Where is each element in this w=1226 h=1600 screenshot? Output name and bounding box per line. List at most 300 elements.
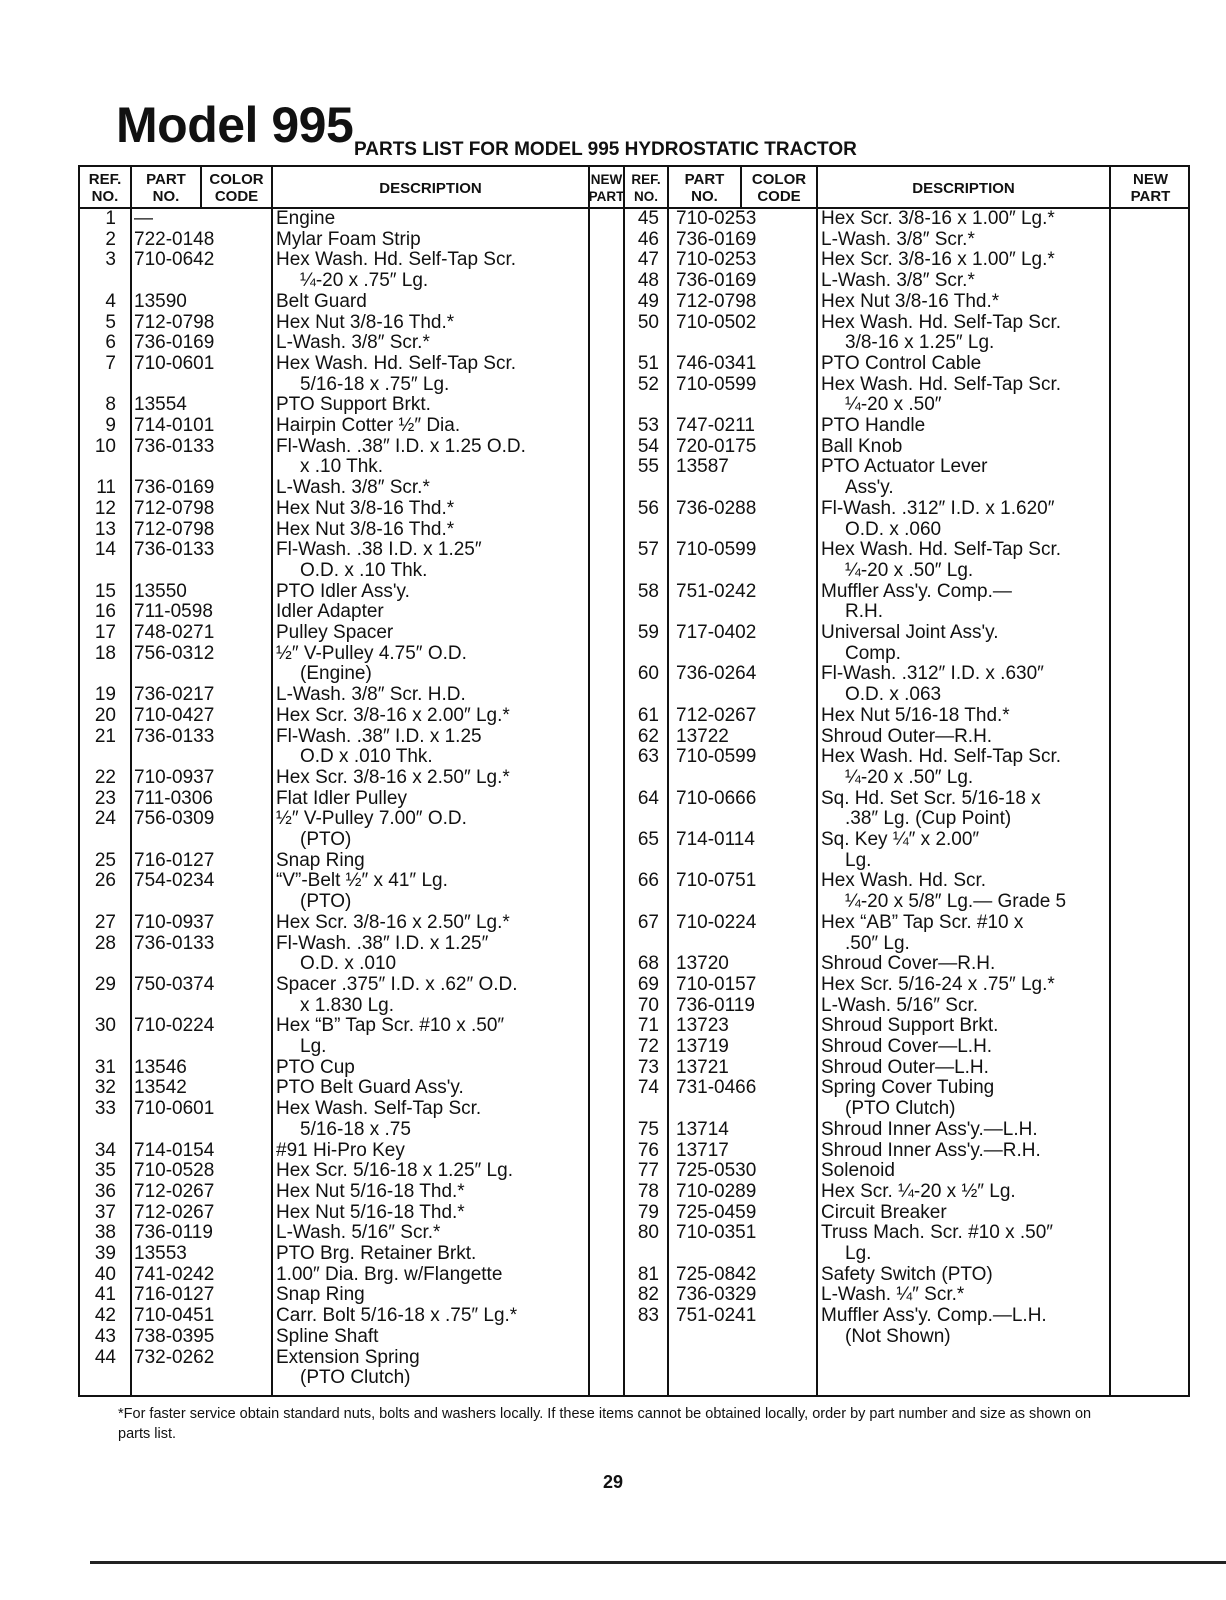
- row-ref-no: 33: [94, 1098, 116, 1120]
- row-part-no: 710-0289: [676, 1180, 757, 1202]
- row-part-no: 710-0601: [134, 352, 215, 374]
- row-part-no: 751-0241: [676, 1305, 757, 1327]
- row-description: #91 Hi-Pro Key: [276, 1139, 405, 1161]
- row-description-continued: (PTO): [300, 829, 352, 850]
- row-description: “V”-Belt ½″ x 41″ Lg.: [276, 870, 448, 892]
- page-number: 29: [602, 1472, 624, 1492]
- row-part-no: 710-0451: [134, 1305, 215, 1327]
- row-description: PTO Control Cable: [821, 352, 982, 374]
- row-ref-no: 45: [637, 208, 659, 229]
- row-ref-no: 83: [637, 1305, 659, 1327]
- row-description: Hex Scr. 5/16-18 x 1.25″ Lg.: [276, 1160, 513, 1182]
- row-description: Hex “AB” Tap Scr. #10 x: [821, 911, 1024, 933]
- row-part-no: 756-0309: [134, 808, 215, 830]
- row-description: Shroud Outer—L.H.: [821, 1056, 989, 1078]
- row-part-no: 736-0169: [676, 228, 757, 250]
- row-part-no: 736-0288: [676, 497, 757, 519]
- row-description: Hex Wash. Hd. Self-Tap Scr.: [821, 373, 1062, 395]
- parts-table: [78, 165, 1190, 1397]
- row-description: PTO Actuator Lever: [821, 456, 988, 478]
- row-ref-no: 63: [637, 746, 659, 768]
- column-rule: [130, 167, 132, 1395]
- row-ref-no: 64: [637, 787, 659, 809]
- row-description: Safety Switch (PTO): [821, 1263, 993, 1285]
- row-description-continued: ¼-20 x .75″ Lg.: [300, 270, 429, 292]
- row-description: Muffler Ass'y. Comp.—: [821, 580, 1012, 602]
- row-description-continued: O.D. x .010: [300, 953, 397, 975]
- row-ref-no: 34: [94, 1139, 116, 1161]
- row-part-no: 736-0133: [134, 725, 215, 747]
- row-ref-no: 32: [94, 1077, 116, 1099]
- row-description: Hex Nut 5/16-18 Thd.*: [276, 1201, 465, 1223]
- row-ref-no: 31: [94, 1056, 116, 1078]
- row-description: Circuit Breaker: [821, 1201, 947, 1223]
- row-part-no: 714-0154: [134, 1139, 215, 1161]
- row-ref-no: 56: [637, 497, 659, 519]
- row-ref-no: 57: [637, 539, 659, 561]
- row-description-continued: Lg.: [845, 1243, 872, 1264]
- row-ref-no: 72: [637, 1036, 659, 1057]
- row-part-no: 725-0842: [676, 1263, 757, 1285]
- row-description: PTO Handle: [821, 415, 926, 436]
- row-description: Hex Scr. ¼-20 x ½″ Lg.: [821, 1180, 1016, 1202]
- row-description: Sq. Hd. Set Scr. 5/16-18 x: [821, 787, 1041, 809]
- row-description: ½″ V-Pulley 7.00″ O.D.: [276, 808, 467, 830]
- row-description: Fl-Wash. .38 I.D. x 1.25″: [276, 539, 482, 561]
- column-rule: [1109, 167, 1111, 1395]
- row-part-no: 13553: [134, 1243, 187, 1264]
- row-description: Hex Nut 3/8-16 Thd.*: [276, 311, 455, 333]
- row-part-no: 756-0312: [134, 642, 215, 664]
- row-description: Spacer .375″ I.D. x .62″ O.D.: [276, 973, 518, 995]
- row-ref-no: 73: [637, 1056, 659, 1078]
- row-description: Universal Joint Ass'y.: [821, 622, 999, 643]
- row-description: Hex Nut 5/16-18 Thd.*: [276, 1180, 465, 1202]
- row-ref-no: 21: [94, 725, 116, 747]
- row-ref-no: 59: [637, 622, 659, 643]
- row-ref-no: 10: [94, 435, 116, 457]
- row-description: Fl-Wash. .312″ I.D. x 1.620″: [821, 497, 1055, 519]
- row-part-no: 736-0329: [676, 1284, 757, 1306]
- row-ref-no: 67: [637, 911, 659, 933]
- parts-list-title: PARTS LIST FOR MODEL 995 HYDROSTATIC TRACTOR: [354, 139, 857, 160]
- row-description-continued: ¼-20 x 5/8″ Lg.— Grade 5: [845, 891, 1067, 913]
- row-ref-no: 27: [94, 911, 116, 933]
- row-description: PTO Support Brkt.: [276, 394, 431, 416]
- row-description-continued: O.D. x .063: [845, 684, 942, 706]
- row-part-no: 13723: [676, 1015, 729, 1037]
- row-ref-no: 76: [637, 1139, 659, 1161]
- row-ref-no: 51: [637, 352, 659, 374]
- row-part-no: 712-0798: [134, 518, 215, 540]
- header-description: DESCRIPTION: [912, 179, 1015, 197]
- row-ref-no: 43: [94, 1325, 116, 1347]
- row-description: 1.00″ Dia. Brg. w/Flangette: [276, 1263, 503, 1285]
- row-ref-no: 28: [94, 932, 116, 954]
- row-ref-no: 3: [105, 249, 116, 271]
- row-part-no: 716-0127: [134, 1284, 215, 1306]
- row-description: Hex Scr. 3/8-16 x 2.50″ Lg.*: [276, 911, 510, 933]
- row-description: L-Wash. 3/8″ Scr.*: [276, 477, 430, 499]
- row-ref-no: 7: [105, 352, 116, 374]
- row-description: Fl-Wash. .38″ I.D. x 1.25″: [276, 932, 489, 954]
- row-description: Hex Nut 3/8-16 Thd.*: [821, 290, 1000, 312]
- row-part-no: 736-0169: [676, 270, 757, 292]
- row-description: Truss Mach. Scr. #10 x .50″: [821, 1222, 1053, 1244]
- row-description: L-Wash. 5/16″ Scr.*: [276, 1222, 441, 1244]
- row-description: Shroud Inner Ass'y.—L.H.: [821, 1118, 1038, 1140]
- row-ref-no: 48: [637, 270, 659, 292]
- row-description: Hex Scr. 3/8-16 x 1.00″ Lg.*: [821, 208, 1055, 229]
- row-part-no: 725-0459: [676, 1201, 757, 1223]
- row-description: Hex Wash. Hd. Self-Tap Scr.: [821, 539, 1062, 561]
- row-ref-no: 62: [637, 725, 659, 747]
- row-description: ½″ V-Pulley 4.75″ O.D.: [276, 642, 467, 664]
- row-ref-no: 54: [637, 435, 659, 457]
- row-description: Hex Wash. Hd. Self-Tap Scr.: [821, 311, 1062, 333]
- row-description: PTO Belt Guard Ass'y.: [276, 1077, 464, 1099]
- row-description-continued: ¼-20 x .50″ Lg.: [845, 766, 974, 788]
- row-description-continued: (PTO Clutch): [845, 1098, 956, 1120]
- row-part-no: 13719: [676, 1036, 729, 1057]
- row-part-no: 710-0224: [676, 911, 757, 933]
- row-description: Extension Spring: [276, 1346, 420, 1368]
- row-part-no: 13721: [676, 1056, 729, 1078]
- row-part-no: 13714: [676, 1118, 729, 1140]
- row-description: PTO Cup: [276, 1056, 355, 1078]
- row-ref-no: 81: [637, 1263, 659, 1285]
- row-description: L-Wash. 3/8″ Scr.*: [821, 270, 975, 292]
- row-ref-no: 16: [94, 601, 116, 623]
- row-ref-no: 80: [637, 1222, 659, 1244]
- row-ref-no: 17: [94, 622, 116, 643]
- row-description: Hex Wash. Hd. Scr.: [821, 870, 987, 892]
- header-ref-no: REF. NO.: [88, 171, 122, 205]
- row-description: Shroud Support Brkt.: [821, 1015, 999, 1037]
- row-ref-no: 65: [637, 829, 659, 850]
- row-description: Hex Nut 3/8-16 Thd.*: [276, 518, 455, 540]
- row-part-no: 720-0175: [676, 435, 757, 457]
- row-part-no: 712-0798: [676, 290, 757, 312]
- row-part-no: 710-0427: [134, 704, 215, 726]
- row-part-no: 13550: [134, 580, 187, 602]
- row-part-no: 711-0598: [134, 601, 213, 623]
- row-description: Carr. Bolt 5/16-18 x .75″ Lg.*: [276, 1305, 518, 1327]
- row-ref-no: 12: [94, 497, 116, 519]
- row-ref-no: 66: [637, 870, 659, 892]
- row-ref-no: 58: [637, 580, 659, 602]
- header-description: DESCRIPTION: [379, 179, 482, 197]
- row-ref-no: 42: [94, 1305, 116, 1327]
- row-description-continued: Ass'y.: [845, 477, 894, 499]
- row-part-no: 747-0211: [676, 415, 755, 436]
- row-description: Hex Wash. Self-Tap Scr.: [276, 1098, 482, 1120]
- row-description: Hex Scr. 3/8-16 x 2.00″ Lg.*: [276, 704, 510, 726]
- row-description: Hex Wash. Hd. Self-Tap Scr.: [276, 352, 517, 374]
- row-description: Engine: [276, 208, 336, 229]
- row-description-continued: .38″ Lg. (Cup Point): [845, 808, 1012, 830]
- row-description-continued: Comp.: [845, 642, 901, 664]
- row-ref-no: 55: [637, 456, 659, 478]
- bottom-rule: [90, 1561, 1226, 1564]
- row-ref-no: 39: [94, 1243, 116, 1264]
- row-part-no: 741-0242: [134, 1263, 215, 1285]
- header-part-no: PART NO.: [146, 171, 186, 205]
- row-description: Hex Scr. 3/8-16 x 2.50″ Lg.*: [276, 766, 510, 788]
- row-part-no: 712-0798: [134, 497, 215, 519]
- row-ref-no: 70: [637, 994, 659, 1016]
- row-part-no: 736-0169: [134, 332, 215, 354]
- row-ref-no: 8: [105, 394, 116, 416]
- footnote: *For faster service obtain standard nuts, bolts and washers locally. If these items cannot be obtained locally, order by part number and size as shown on parts list.: [118, 1406, 1092, 1442]
- row-part-no: 710-0751: [676, 870, 757, 892]
- row-ref-no: 78: [637, 1180, 659, 1202]
- row-part-no: 710-0642: [134, 249, 215, 271]
- row-ref-no: 22: [94, 766, 116, 788]
- row-part-no: 13546: [134, 1056, 187, 1078]
- row-description: PTO Brg. Retainer Brkt.: [276, 1243, 477, 1264]
- row-part-no: 750-0374: [134, 973, 215, 995]
- row-description: Shroud Cover—L.H.: [821, 1036, 993, 1057]
- row-description: L-Wash. 3/8″ Scr.*: [821, 228, 975, 250]
- row-ref-no: 41: [94, 1284, 116, 1306]
- row-ref-no: 29: [94, 973, 116, 995]
- row-part-no: 710-0937: [134, 911, 215, 933]
- row-ref-no: 36: [94, 1180, 116, 1202]
- row-description: Solenoid: [821, 1160, 895, 1182]
- row-part-no: 736-0133: [134, 932, 215, 954]
- row-description: Hex Scr. 3/8-16 x 1.00″ Lg.*: [821, 249, 1055, 271]
- row-description: Snap Ring: [276, 1284, 365, 1306]
- header-color-code: COLOR CODE: [751, 171, 807, 205]
- header-new-part: NEW PART: [588, 172, 625, 204]
- row-description: Fl-Wash. .38″ I.D. x 1.25 O.D.: [276, 435, 526, 457]
- row-ref-no: 2: [105, 228, 116, 250]
- row-description: Hex Wash. Hd. Self-Tap Scr.: [276, 249, 517, 271]
- row-ref-no: 37: [94, 1201, 116, 1223]
- row-description-continued: O.D. x .10 Thk.: [300, 559, 428, 581]
- row-description: Hex Scr. 5/16-24 x .75″ Lg.*: [821, 973, 1055, 995]
- column-rule: [588, 167, 590, 1395]
- row-part-no: 710-0351: [676, 1222, 757, 1244]
- row-description: Spline Shaft: [276, 1325, 379, 1347]
- row-part-no: —: [134, 208, 153, 229]
- row-description-continued: ¼-20 x .50″: [845, 394, 942, 416]
- row-description: Shroud Cover—R.H.: [821, 953, 996, 975]
- row-part-no: 710-0599: [676, 373, 757, 395]
- row-ref-no: 20: [94, 704, 116, 726]
- row-description-continued: 5/16-18 x .75″ Lg.: [300, 373, 450, 395]
- row-part-no: 710-0253: [676, 249, 757, 271]
- row-part-no: 710-0224: [134, 1015, 215, 1037]
- row-part-no: 710-0157: [676, 973, 757, 995]
- model-title: Model 995: [116, 97, 354, 153]
- row-part-no: 736-0133: [134, 539, 215, 561]
- row-part-no: 736-0133: [134, 435, 215, 457]
- row-description: Fl-Wash. .38″ I.D. x 1.25: [276, 725, 482, 747]
- row-description: Ball Knob: [821, 435, 903, 457]
- row-part-no: 13590: [134, 290, 187, 312]
- row-ref-no: 60: [637, 663, 659, 685]
- row-description: Shroud Inner Ass'y.—R.H.: [821, 1139, 1041, 1161]
- row-ref-no: 18: [94, 642, 116, 664]
- row-part-no: 716-0127: [134, 849, 215, 871]
- row-ref-no: 1: [105, 208, 116, 229]
- row-description-continued: (Engine): [300, 663, 372, 685]
- row-description-continued: (PTO Clutch): [300, 1367, 411, 1389]
- row-ref-no: 52: [637, 373, 659, 395]
- row-ref-no: 40: [94, 1263, 116, 1285]
- row-description: Shroud Outer—R.H.: [821, 725, 993, 747]
- row-part-no: 738-0395: [134, 1325, 215, 1347]
- row-description-continued: 5/16-18 x .75: [300, 1118, 411, 1140]
- column-rule: [271, 167, 273, 1395]
- row-ref-no: 68: [637, 953, 659, 975]
- row-description: Muffler Ass'y. Comp.—L.H.: [821, 1305, 1047, 1327]
- row-part-no: 714-0114: [676, 829, 755, 850]
- row-ref-no: 44: [94, 1346, 116, 1368]
- row-part-no: 712-0267: [676, 704, 757, 726]
- row-part-no: 712-0267: [134, 1201, 215, 1223]
- row-ref-no: 61: [637, 704, 659, 726]
- row-part-no: 710-0601: [134, 1098, 215, 1120]
- header-new-part: NEW PART: [1130, 171, 1171, 205]
- row-ref-no: 74: [637, 1077, 659, 1099]
- row-description-continued: x .10 Thk.: [300, 456, 384, 478]
- header-part-no: PART NO.: [684, 171, 725, 205]
- row-description-continued: Lg.: [300, 1036, 327, 1057]
- row-description: Hex Nut 3/8-16 Thd.*: [276, 497, 455, 519]
- row-part-no: 736-0119: [676, 994, 755, 1016]
- row-description-continued: (PTO): [300, 891, 352, 913]
- header-color-code: COLOR CODE: [209, 171, 264, 205]
- row-part-no: 717-0402: [676, 622, 757, 643]
- row-part-no: 710-0253: [676, 208, 757, 229]
- row-part-no: 710-0528: [134, 1160, 215, 1182]
- row-ref-no: 38: [94, 1222, 116, 1244]
- row-ref-no: 53: [637, 415, 659, 436]
- row-description: Belt Guard: [276, 290, 367, 312]
- row-description: Mylar Foam Strip: [276, 228, 421, 250]
- row-ref-no: 77: [637, 1160, 659, 1182]
- row-description-continued: R.H.: [845, 601, 883, 623]
- column-rule: [816, 167, 818, 1395]
- row-part-no: 13587: [676, 456, 729, 478]
- row-description-continued: O.D. x .060: [845, 518, 942, 540]
- row-description: Snap Ring: [276, 849, 365, 871]
- row-description: Sq. Key ¼″ x 2.00″: [821, 829, 980, 850]
- row-ref-no: 30: [94, 1015, 116, 1037]
- row-description-continued: ¼-20 x .50″ Lg.: [845, 559, 974, 581]
- row-description-continued: .50″ Lg.: [845, 932, 910, 954]
- row-part-no: 732-0262: [134, 1346, 215, 1368]
- row-part-no: 754-0234: [134, 870, 215, 892]
- row-description: Hairpin Cotter ½″ Dia.: [276, 415, 461, 436]
- row-ref-no: 6: [105, 332, 116, 354]
- row-description: Hex Nut 5/16-18 Thd.*: [821, 704, 1010, 726]
- row-part-no: 13722: [676, 725, 729, 747]
- row-part-no: 748-0271: [134, 622, 215, 643]
- row-part-no: 746-0341: [676, 352, 757, 374]
- header-ref-no: REF. NO.: [631, 172, 661, 204]
- row-description: Fl-Wash. .312″ I.D. x .630″: [821, 663, 1044, 685]
- row-ref-no: 11: [96, 477, 116, 499]
- row-part-no: 710-0599: [676, 746, 757, 768]
- row-ref-no: 50: [637, 311, 659, 333]
- row-ref-no: 26: [94, 870, 116, 892]
- row-ref-no: 75: [637, 1118, 659, 1140]
- row-ref-no: 24: [94, 808, 116, 830]
- row-ref-no: 9: [105, 415, 116, 436]
- row-description: L-Wash. 5/16″ Scr.: [821, 994, 979, 1016]
- row-ref-no: 5: [105, 311, 116, 333]
- row-description: L-Wash. ¼″ Scr.*: [821, 1284, 965, 1306]
- row-part-no: 725-0530: [676, 1160, 757, 1182]
- row-ref-no: 79: [637, 1201, 659, 1223]
- row-description-continued: x 1.830 Lg.: [300, 994, 395, 1016]
- row-part-no: 751-0242: [676, 580, 757, 602]
- row-part-no: 736-0119: [134, 1222, 213, 1244]
- row-description-continued: 3/8-16 x 1.25″ Lg.: [845, 332, 995, 354]
- row-part-no: 722-0148: [134, 228, 215, 250]
- row-ref-no: 25: [94, 849, 116, 871]
- row-part-no: 712-0267: [134, 1180, 215, 1202]
- row-description-continued: (Not Shown): [845, 1325, 951, 1347]
- row-ref-no: 69: [637, 973, 659, 995]
- row-ref-no: 35: [94, 1160, 116, 1182]
- row-part-no: 712-0798: [134, 311, 215, 333]
- row-part-no: 710-0666: [676, 787, 757, 809]
- row-part-no: 13720: [676, 953, 729, 975]
- row-description: Spring Cover Tubing: [821, 1077, 995, 1099]
- row-description: Pulley Spacer: [276, 622, 394, 643]
- row-part-no: 736-0264: [676, 663, 757, 685]
- row-ref-no: 14: [94, 539, 116, 561]
- row-part-no: 13542: [134, 1077, 187, 1099]
- row-description: PTO Idler Ass'y.: [276, 580, 410, 602]
- row-description: Idler Adapter: [276, 601, 384, 623]
- row-ref-no: 23: [94, 787, 116, 809]
- row-description: Hex Wash. Hd. Self-Tap Scr.: [821, 746, 1062, 768]
- row-ref-no: 71: [637, 1015, 659, 1037]
- row-part-no: 710-0937: [134, 766, 215, 788]
- row-part-no: 710-0502: [676, 311, 757, 333]
- row-part-no: 714-0101: [134, 415, 215, 436]
- row-part-no: 736-0217: [134, 684, 215, 706]
- row-description: L-Wash. 3/8″ Scr.*: [276, 332, 430, 354]
- row-ref-no: 15: [94, 580, 116, 602]
- row-ref-no: 4: [105, 290, 116, 312]
- row-part-no: 710-0599: [676, 539, 757, 561]
- row-part-no: 731-0466: [676, 1077, 757, 1099]
- row-ref-no: 19: [94, 684, 116, 706]
- row-ref-no: 13: [94, 518, 116, 540]
- row-ref-no: 46: [637, 228, 659, 250]
- row-ref-no: 82: [637, 1284, 659, 1306]
- row-part-no: 711-0306: [134, 787, 213, 809]
- row-ref-no: 49: [637, 290, 659, 312]
- row-description: Flat Idler Pulley: [276, 787, 407, 809]
- row-part-no: 13554: [134, 394, 187, 416]
- row-part-no: 736-0169: [134, 477, 215, 499]
- row-description-continued: O.D x .010 Thk.: [300, 746, 433, 768]
- row-part-no: 13717: [676, 1139, 729, 1161]
- row-ref-no: 47: [637, 249, 659, 271]
- column-rule: [667, 167, 669, 1395]
- row-description: Hex “B” Tap Scr. #10 x .50″: [276, 1015, 505, 1037]
- row-description: L-Wash. 3/8″ Scr. H.D.: [276, 684, 466, 706]
- row-description-continued: Lg.: [845, 849, 872, 871]
